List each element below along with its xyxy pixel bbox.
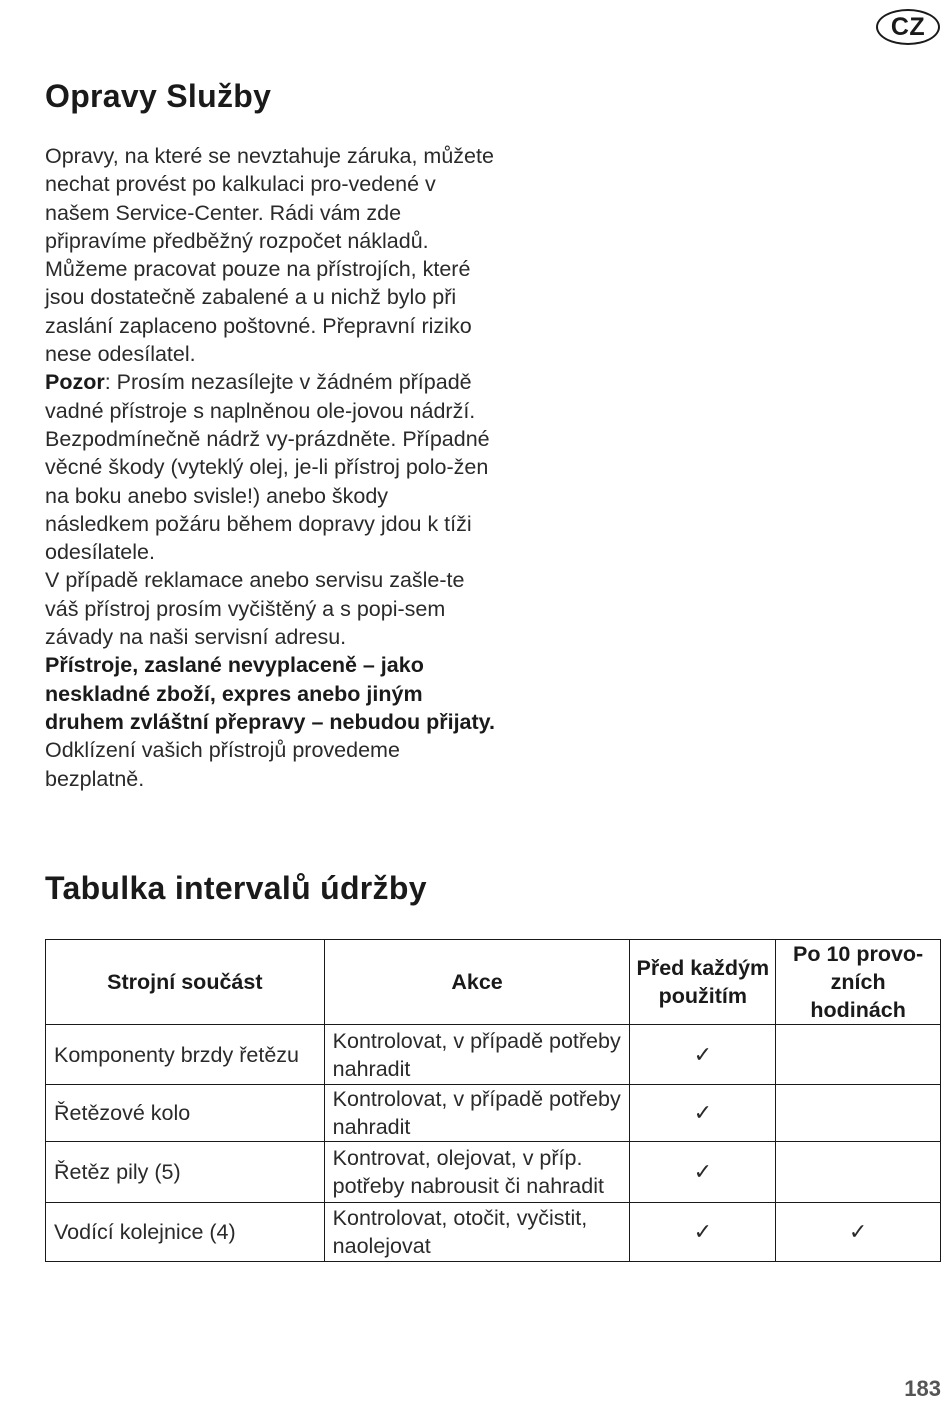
shipping-notice: Přístroje, zaslané nevyplaceně – jako neskladné zboží, expres anebo jiným druhem zvláštní přepravy – nebudou přijaty. xyxy=(45,653,496,734)
header-before-use: Před každým použitím xyxy=(630,940,776,1025)
check-icon: ✓ xyxy=(776,1203,941,1262)
check-icon: ✓ xyxy=(630,1142,776,1203)
header-part: Strojní součást xyxy=(46,940,325,1025)
table-row xyxy=(46,1025,941,1085)
table-row xyxy=(46,1203,941,1262)
cell-10-hours xyxy=(776,1085,941,1142)
header-action: Akce xyxy=(324,940,630,1025)
check-icon: ✓ xyxy=(630,1203,776,1262)
service-heading: Opravy Služby xyxy=(45,78,272,114)
cell-part: Řetězové kolo xyxy=(46,1085,325,1142)
cell-action: Kontrolovat, otočit, vyčistit, naolejovat xyxy=(324,1203,630,1262)
table-row xyxy=(46,1085,941,1142)
service-paragraph: Můžeme pracovat pouze na přístrojích, které jsou dostatečně zabalené a u nichž bylo při zaslání zaplaceno poštovné. Přepravní riziko nese odesílatel. xyxy=(45,257,472,367)
cell-part: Vodící kolejnice (4) xyxy=(46,1203,325,1262)
service-paragraph: V případě reklamace anebo servisu zašle-te váš přístroj prosím vyčištěný a s popi-sem závady na naši servisní adresu. xyxy=(45,568,465,650)
service-paragraph: Opravy, na které se nevztahuje záruka, můžete nechat provést po kalkulaci pro-vedené v našem Service-Center. Rádi vám zde připravíme předběžný rozpočet nákladů. xyxy=(45,144,494,253)
table-header-row xyxy=(46,940,941,1025)
page-number: 183 xyxy=(904,1376,941,1401)
service-body xyxy=(45,142,495,793)
service-paragraph: Odklízení vašich přístrojů provedeme bezplatně. xyxy=(45,738,400,791)
warning-paragraph: Pozor: Prosím nezasílejte v žádném případě vadné přístroje s naplněnou ole-jovou nádrží. Bezpodmínečně nádrž vy-prázdněte. Případné věcné škody (vyteklý olej, je-li přístroj polo-žen na boku anebo svisle!) anebo škody následkem požáru během dopravy jdou k tíži odesílatele. xyxy=(45,370,490,565)
maintenance-table xyxy=(45,939,941,1262)
cell-part: Komponenty brzdy řetězu xyxy=(46,1025,325,1085)
cell-action: Kontrolovat, v případě potřeby nahradit xyxy=(324,1025,630,1085)
table-row xyxy=(46,1142,941,1203)
cell-action: Kontrolovat, v případě potřeby nahradit xyxy=(324,1085,630,1142)
check-icon: ✓ xyxy=(630,1025,776,1085)
header-10-hours: Po 10 provo-zních hodinách xyxy=(776,940,941,1025)
check-icon: ✓ xyxy=(630,1085,776,1142)
warning-label: Pozor xyxy=(45,370,105,395)
cell-10-hours xyxy=(776,1142,941,1203)
cell-10-hours xyxy=(776,1025,941,1085)
language-badge: CZ xyxy=(876,9,940,45)
maintenance-heading: Tabulka intervalů údržby xyxy=(45,870,427,906)
cell-part: Řetěz pily (5) xyxy=(46,1142,325,1203)
cell-action: Kontrovat, olejovat, v příp. potřeby nabrousit či nahradit xyxy=(324,1142,630,1203)
